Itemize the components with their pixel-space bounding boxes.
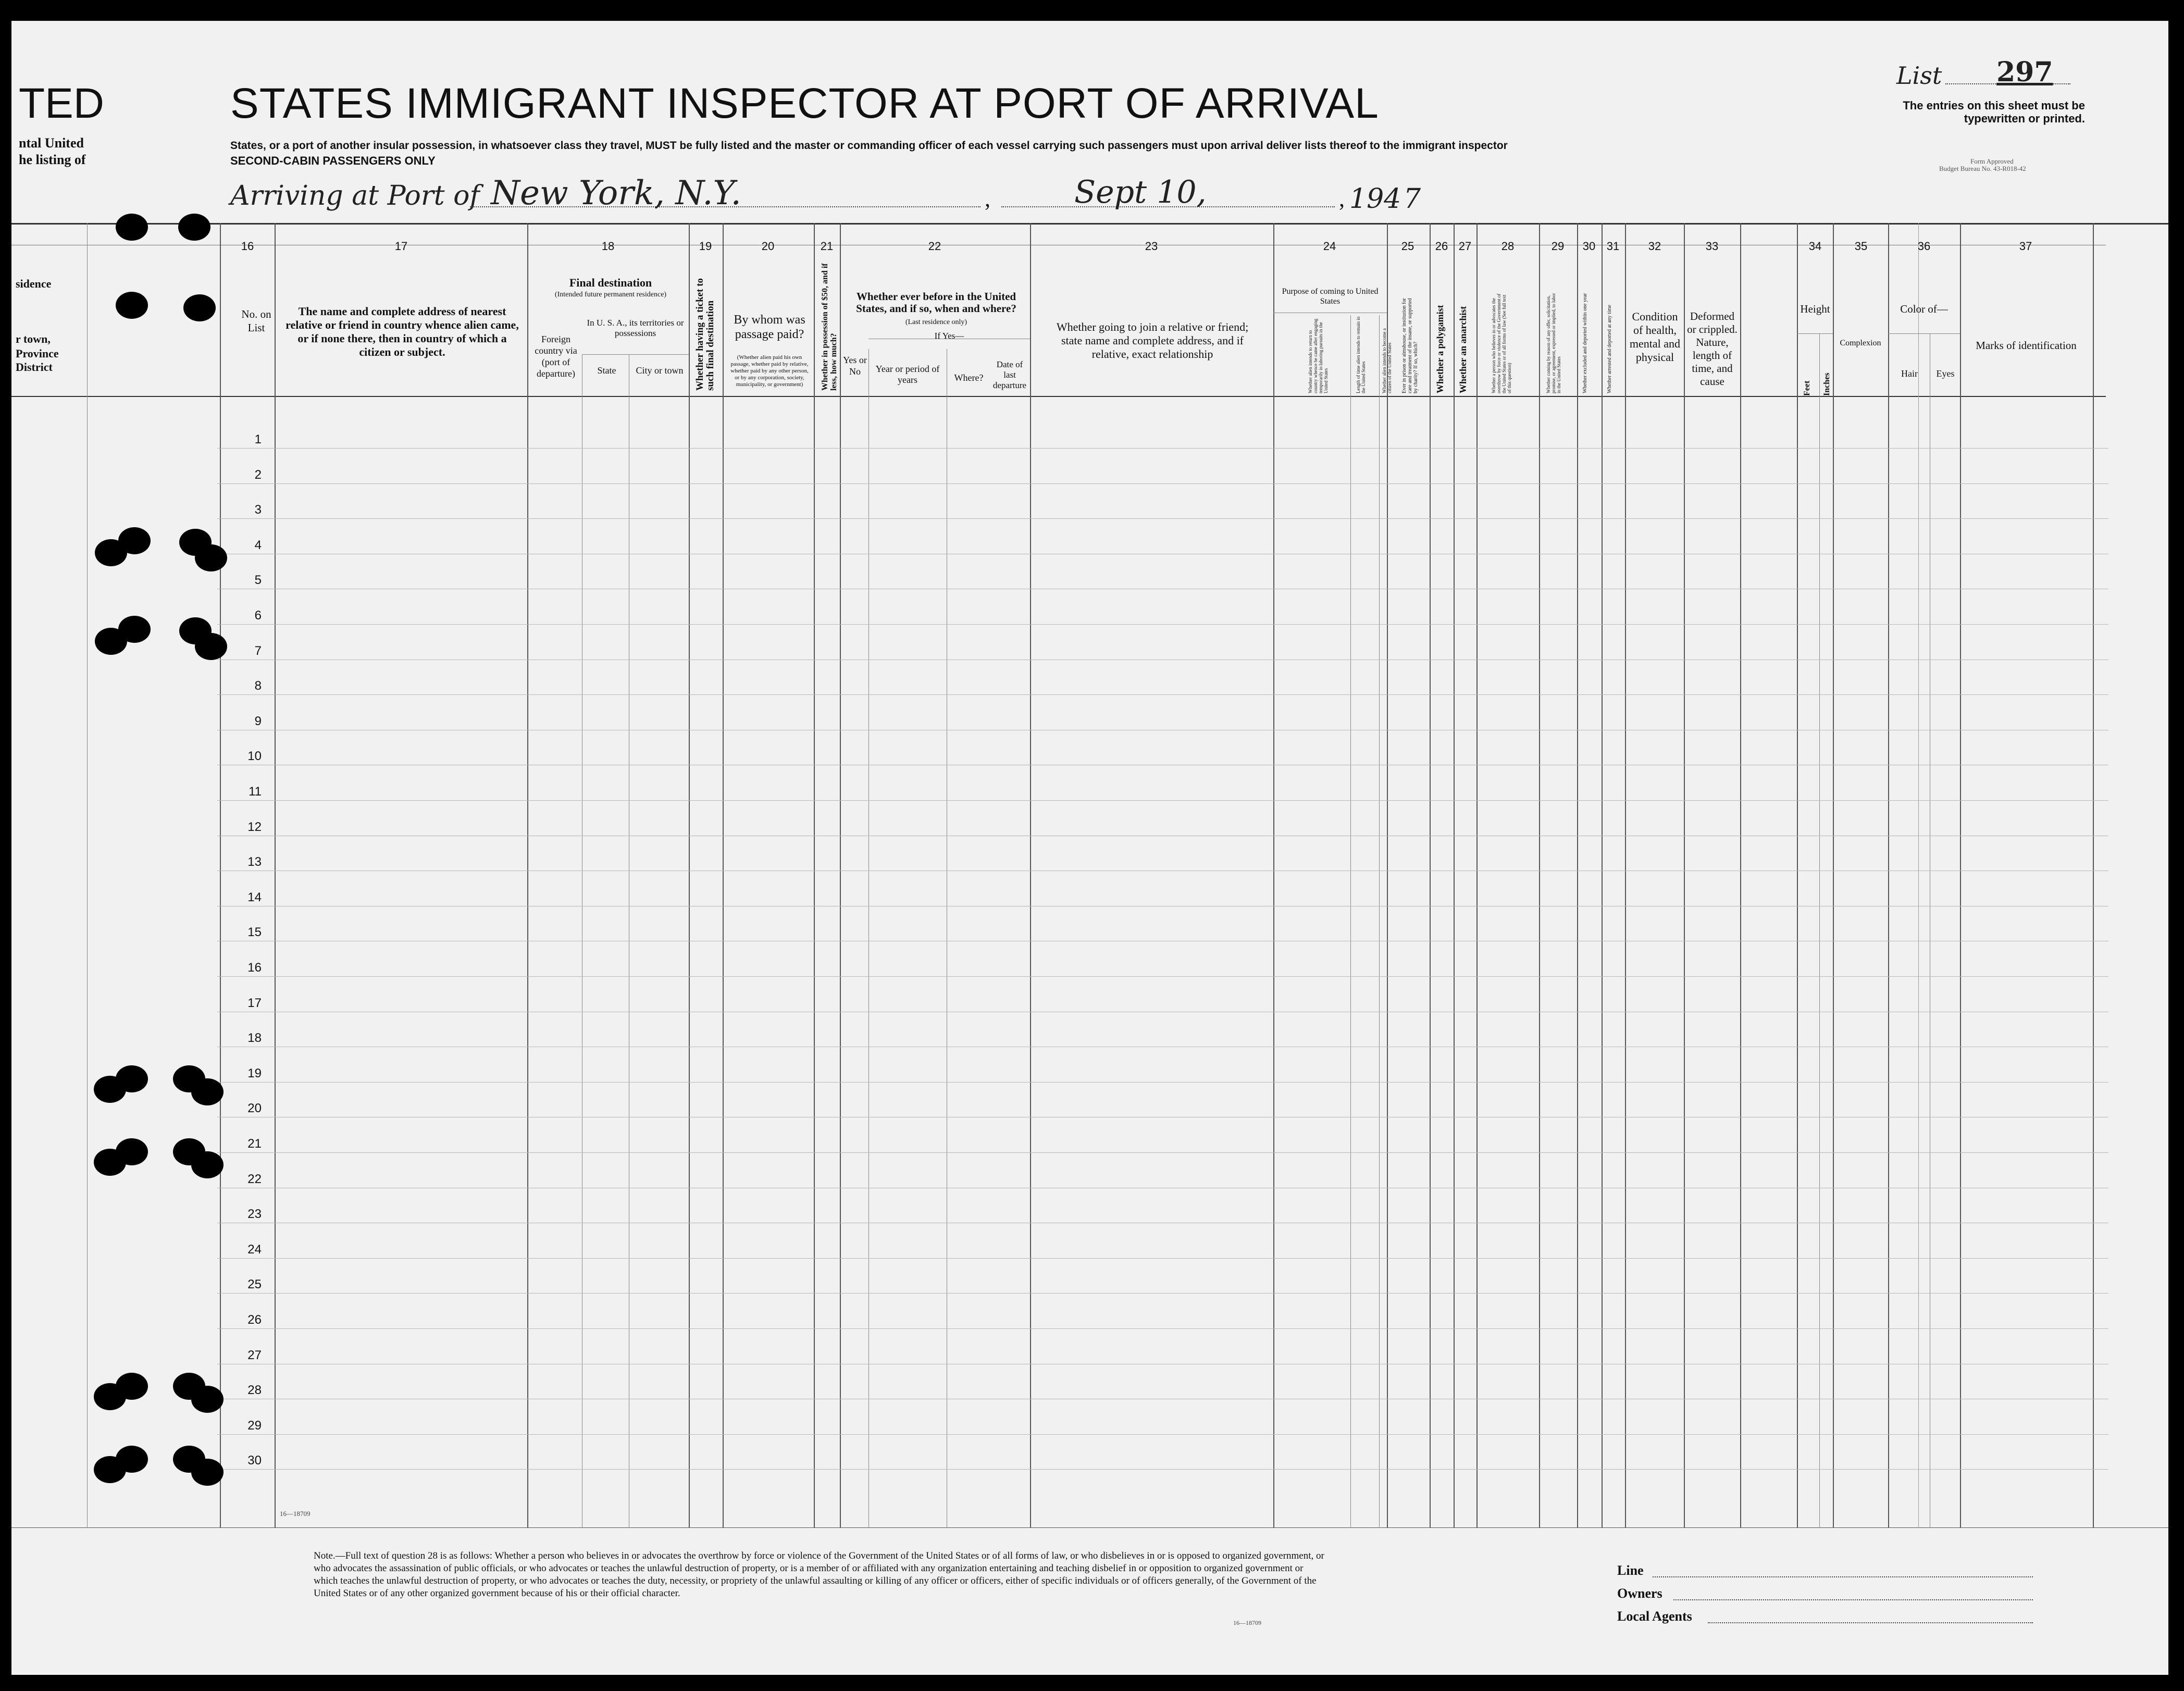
- header-24-a: Whether alien intends to return to country whence he came after engaging temporarily in laboring pursuits in the United States: [1308, 318, 1329, 393]
- row-number: 23: [247, 1207, 262, 1221]
- header-34-feet: Feet: [1803, 380, 1811, 396]
- row-number: 4: [254, 538, 262, 552]
- header-27: Whether an anarchist: [1458, 306, 1468, 393]
- instructions: The entries on this sheet must be typewritten or printed.: [1903, 99, 2085, 125]
- col-divider: [1684, 223, 1685, 1528]
- row-number: 11: [249, 785, 262, 799]
- punch-hole: [118, 616, 151, 643]
- table-row: [217, 1328, 2108, 1329]
- header-36-hair: Hair: [1901, 368, 1918, 379]
- header-22-year: Year or period of years: [875, 364, 940, 385]
- col-divider: [1888, 223, 1889, 1528]
- punch-hole: [178, 214, 210, 241]
- colnum-17: 17: [394, 240, 408, 253]
- colnum-33: 33: [1705, 240, 1719, 253]
- colnum-31: 31: [1606, 240, 1620, 253]
- header-24-c: Whether alien intends to become a citizen of the United States: [1382, 328, 1392, 393]
- subtitle: States, or a port of another insular possession, in whatsoever class they travel, MUST be fully listed and the master or commanding officer of each vessel carrying such passengers must upon arrival deliver lists thereof to the immigrant inspector: [230, 140, 1508, 152]
- colnum-32: 32: [1648, 240, 1661, 253]
- header-18-sub: (Intended future permanent residence): [554, 291, 667, 299]
- header-29: Whether coming by reason of any offer, solicitation, promise, or agreement, expressed or implied, to labor in the United States: [1546, 293, 1561, 393]
- row-number: 19: [247, 1066, 262, 1080]
- row-number: 7: [254, 644, 262, 658]
- punch-hole: [116, 1446, 148, 1473]
- header-18-city: City or town: [636, 365, 684, 376]
- row-number: 16: [247, 961, 262, 975]
- header-22-ifyes: If Yes—: [934, 331, 964, 341]
- table-row: [217, 1258, 2108, 1259]
- header-20-sub: (Whether alien paid his own passage, whether paid by relative, whether paid by any other person, or by any corporation, society, municipality, or government): [730, 354, 809, 388]
- header-32: Condition of health, mental and physical: [1629, 310, 1681, 364]
- col-divider: [1476, 223, 1478, 1528]
- header-no-on-list: No. on List: [241, 308, 271, 334]
- header-31: Whether arrested and deported at any time: [1607, 305, 1612, 393]
- col-divider: [1454, 223, 1455, 1528]
- header-26: Whether a polygamist: [1435, 305, 1445, 393]
- row-number: 10: [247, 749, 262, 763]
- owners-field[interactable]: [1673, 1599, 2033, 1600]
- col-divider: [723, 223, 724, 1528]
- colnum-34: 34: [1808, 240, 1822, 253]
- comma-1: ,: [985, 186, 990, 212]
- table-row: [217, 800, 2108, 801]
- table-row: [217, 1293, 2108, 1294]
- sub-col-divider: [1819, 333, 1820, 1528]
- punch-hole: [195, 633, 227, 660]
- sub-header-line: [1797, 333, 1833, 334]
- col-divider: [1539, 223, 1540, 1528]
- sub-header-line: [582, 354, 689, 355]
- line-field[interactable]: [1653, 1576, 2033, 1577]
- colnum-22: 22: [928, 240, 941, 253]
- row-number: 18: [247, 1031, 262, 1045]
- table-row: [217, 1082, 2108, 1083]
- table-row: [217, 694, 2108, 695]
- row-number: 28: [247, 1383, 262, 1397]
- col-divider: [1602, 223, 1603, 1528]
- table-row: [217, 483, 2108, 484]
- date-value: Sept 10,: [1074, 174, 1207, 210]
- col-divider: [220, 223, 221, 1528]
- line-label: Line: [1617, 1563, 1644, 1578]
- colnum-27: 27: [1458, 240, 1472, 253]
- header-24-b: Length of time alien intends to remain in the United States: [1356, 316, 1366, 393]
- header-25: Ever in prison or almshouse, or institution for care and treatment of the insane, or supported by charity? If so, which?: [1401, 298, 1419, 393]
- header-34-inches: Inches: [1822, 372, 1831, 396]
- colnum-35: 35: [1854, 240, 1868, 253]
- row-number: 20: [247, 1101, 262, 1115]
- colnum-16: 16: [241, 240, 254, 253]
- row-number: 15: [247, 925, 262, 939]
- row-number: 29: [247, 1419, 262, 1433]
- row-number: 22: [247, 1172, 262, 1186]
- print-code: 16—18709: [280, 1510, 311, 1518]
- class-line: SECOND-CABIN PASSENGERS ONLY: [230, 154, 436, 167]
- row-number: 26: [247, 1313, 262, 1327]
- cut-title: TED: [19, 80, 104, 127]
- row-number: 3: [254, 503, 262, 517]
- punch-hole: [116, 292, 148, 319]
- colnum-19: 19: [699, 240, 712, 253]
- header-36-eyes: Eyes: [1936, 368, 1955, 379]
- header-22: Whether ever before in the United States, and if so, when and where?: [856, 290, 1016, 315]
- row-number: 6: [254, 608, 262, 623]
- punch-hole: [191, 1386, 224, 1413]
- port-value: New York, N.Y.: [491, 174, 741, 213]
- header-36: Color of—: [1900, 303, 1948, 315]
- col-divider: [1918, 223, 1919, 1528]
- table-row: [217, 1152, 2108, 1153]
- row-number: 9: [254, 714, 262, 728]
- punch-hole: [191, 1151, 224, 1178]
- colnum-36: 36: [1917, 240, 1931, 253]
- year-value: 194: [1349, 183, 1401, 215]
- punch-hole: [191, 1078, 224, 1105]
- col-divider: [814, 223, 815, 1528]
- col-divider: [1030, 223, 1031, 1528]
- row-number: 30: [247, 1453, 262, 1468]
- colnum-18: 18: [601, 240, 615, 253]
- punch-hole: [191, 1459, 224, 1486]
- header-bottom-border: [11, 396, 2106, 397]
- header-28: Whether a person who believes in or advocates the overthrow by force or violence of the Government of the United States or of all forms of law (See full text of this question): [1491, 293, 1512, 393]
- table-row: [217, 518, 2108, 519]
- list-number: 297: [1996, 56, 2053, 88]
- table-top-border: [11, 223, 2168, 225]
- form-approved: Form Approved: [1970, 157, 2014, 165]
- port-label: Arriving at Port of: [230, 180, 480, 212]
- col-divider: [527, 223, 528, 1528]
- header-19: Whether having a ticket to such final destination: [694, 278, 716, 391]
- header-18: Final destination: [569, 276, 652, 289]
- header-22-sub: (Last residence only): [905, 318, 967, 326]
- punch-hole: [118, 527, 151, 554]
- left-cut-town: r town,: [16, 332, 51, 345]
- year-digit-handwritten: 7: [1404, 183, 1421, 215]
- agents-label: Local Agents: [1617, 1609, 1692, 1624]
- punch-hole: [195, 544, 227, 571]
- colnum-30: 30: [1582, 240, 1596, 253]
- row-number: 2: [254, 468, 262, 482]
- row-number: 8: [254, 679, 262, 693]
- table-row: [217, 976, 2108, 977]
- sub-col-divider: [1379, 315, 1380, 1528]
- header-30: Whether excluded and deported within one year: [1582, 293, 1588, 393]
- col-divider: [689, 223, 690, 1528]
- left-cut-district: District: [16, 360, 53, 374]
- col-divider: [275, 223, 276, 1528]
- header-24: Purpose of coming to United States: [1282, 287, 1379, 306]
- col-divider: [1625, 223, 1626, 1528]
- colnum-37: 37: [2019, 240, 2032, 253]
- col-divider: [840, 223, 841, 1528]
- manifest-sheet: [11, 21, 2168, 1675]
- header-23: Whether going to join a relative or friend; state name and complete address, and if relative, exact relationship: [1056, 320, 1249, 360]
- col-divider: [87, 223, 88, 1528]
- col-divider: [2093, 223, 2094, 1528]
- row-number: 12: [247, 820, 262, 834]
- row-number: 21: [247, 1137, 262, 1151]
- table-row: [217, 1434, 2108, 1435]
- colnum-21: 21: [820, 240, 834, 253]
- col-divider: [1430, 223, 1431, 1528]
- budget-number: Budget Bureau No. 43-R018-42: [1939, 165, 2026, 172]
- punch-hole: [116, 1065, 148, 1092]
- left-cut-province: Province: [16, 347, 59, 360]
- header-33: Deformed or crippled. Nature, length of time, and cause: [1687, 310, 1738, 388]
- left-cut-line-2: he listing of: [19, 152, 86, 167]
- sub-header-line: [1888, 333, 1960, 334]
- col-divider: [1387, 223, 1388, 1528]
- header-18-foreign: Foreign country via (port of departure): [535, 334, 577, 379]
- list-label: List: [1896, 61, 1942, 90]
- header-22-yesno: Yes or No: [843, 355, 867, 377]
- header-35: Complexion: [1840, 339, 1881, 347]
- header-21: Whether in possession of $50, and if less, how much?: [821, 263, 838, 391]
- colnum-24: 24: [1323, 240, 1336, 253]
- comma-2: ,: [1339, 186, 1345, 212]
- col-divider: [1577, 223, 1578, 1528]
- header-18-state: State: [597, 365, 616, 376]
- footnote: Note.—Full text of question 28 is as follows: Whether a person who believes in or advocates the overthrow by force or violence of the Government of the United States or of all forms of law, or who disbelieves in or is opposed to organized government, or who advocates the assassination of public officials, or who advocates or teaches the unlawful destruction of property, or is a member of or affiliated with any organization entertaining and teaching disbelief in or opposition to organized government or which teaches the unlawful destruction of property, or who advocates or teaches the duty, necessity, or propriety of the unlawful assaulting or killing of any officer or officers, either of specific individuals or of officers generally, of the Government of the United States or of any other organized government because of his or their official character.: [314, 1550, 1324, 1599]
- col-divider: [1960, 223, 1961, 1528]
- left-cut-line-1: ntal United: [19, 135, 84, 151]
- table-row: [217, 1469, 2108, 1470]
- punch-hole: [116, 214, 148, 241]
- header-22-date: Date of last departure: [992, 359, 1027, 390]
- colnum-26: 26: [1435, 240, 1448, 253]
- sub-col-divider: [868, 349, 869, 1528]
- row-number: 1: [254, 432, 262, 446]
- header-22-where: Where?: [954, 372, 984, 383]
- agents-field[interactable]: [1708, 1622, 2033, 1623]
- row-number: 25: [247, 1277, 262, 1291]
- col-divider: [1833, 223, 1834, 1528]
- row-number: 13: [247, 855, 262, 869]
- colnum-25: 25: [1401, 240, 1414, 253]
- row-number: 5: [254, 573, 262, 587]
- colnum-29: 29: [1551, 240, 1565, 253]
- header-17: The name and complete address of nearest relative or friend in country whence alien came, or if none there, then in country of which a citizen or subject.: [286, 305, 519, 358]
- left-cut-residence: sidence: [16, 277, 52, 290]
- colnum-20: 20: [761, 240, 775, 253]
- punch-hole: [183, 294, 216, 321]
- col-divider: [1740, 223, 1741, 1528]
- print-code-footer: 16—18709: [1233, 1619, 1261, 1626]
- table-row: [217, 448, 2108, 449]
- sub-col-divider: [1350, 315, 1351, 1528]
- table-bottom-border: [11, 1527, 2168, 1528]
- colnum-28: 28: [1501, 240, 1515, 253]
- header-18-usa: In U. S. A., its territories or possessions: [587, 318, 684, 338]
- col-divider: [1273, 223, 1274, 1528]
- row-number: 24: [247, 1242, 262, 1257]
- header-37: Marks of identification: [1976, 339, 2077, 352]
- col-divider: [1797, 223, 1798, 1528]
- header-20: By whom was passage paid?: [734, 313, 805, 341]
- row-number: 14: [247, 890, 262, 904]
- punch-hole: [116, 1373, 148, 1400]
- punch-hole: [116, 1138, 148, 1165]
- row-number: 27: [247, 1348, 262, 1362]
- table-row: [217, 624, 2108, 625]
- header-34: Height: [1800, 303, 1830, 315]
- page-title: STATES IMMIGRANT INSPECTOR AT PORT OF ARRIVAL: [230, 80, 1379, 127]
- row-number: 17: [247, 996, 262, 1010]
- colnum-23: 23: [1145, 240, 1158, 253]
- owners-label: Owners: [1617, 1586, 1662, 1601]
